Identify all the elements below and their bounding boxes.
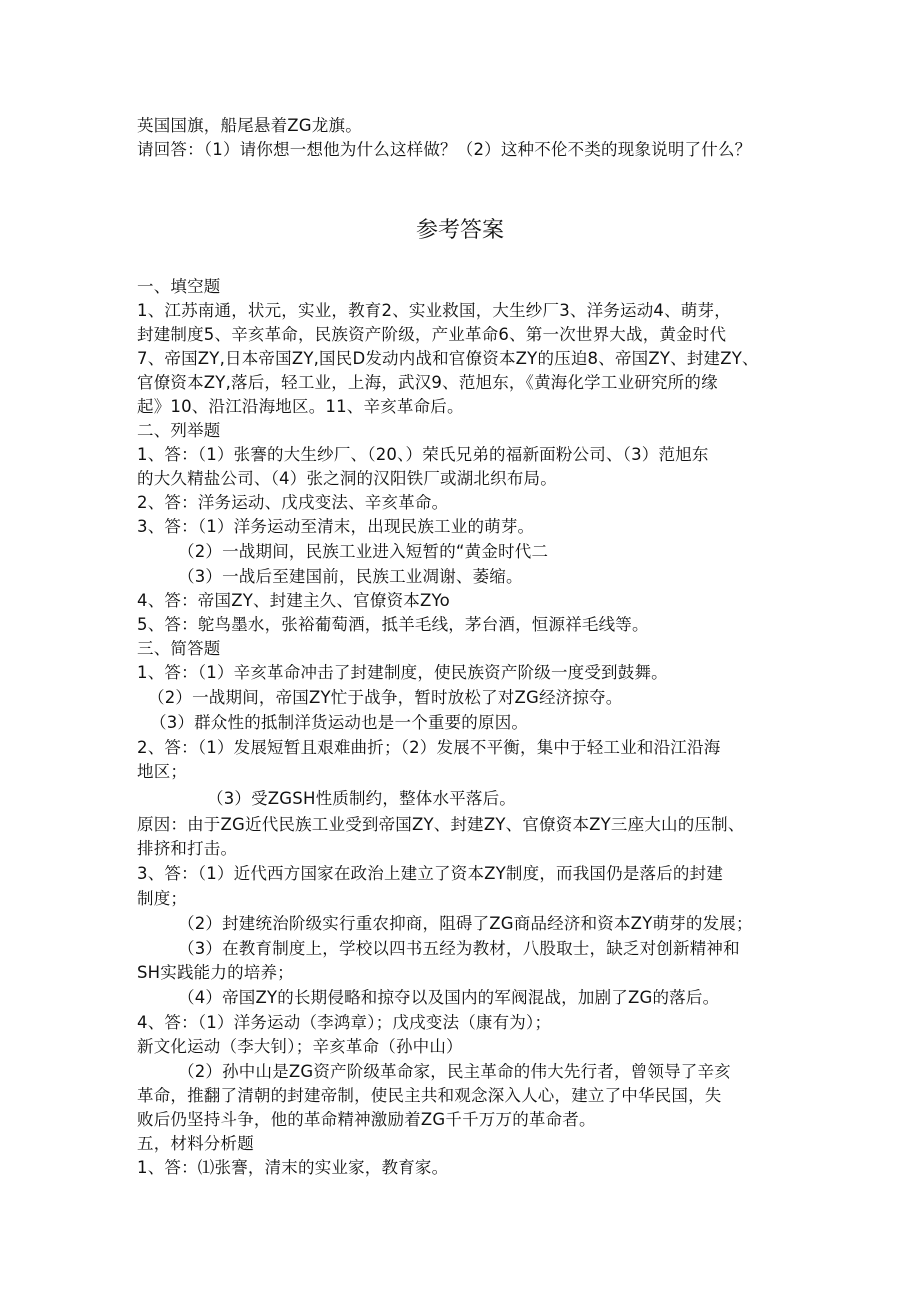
section-heading: 五，材料分析题 bbox=[137, 1134, 254, 1153]
text-line: 5、答：鸵鸟墨水，张裕葡萄酒，抵羊毛线，茅台酒，恒源祥毛线等。 bbox=[137, 615, 649, 634]
text-line: （2）孙中山是ZG资产阶级革命家，民主革命的伟大先行者，曾领导了辛亥 bbox=[178, 1062, 731, 1081]
text-line: 3、答：（1）洋务运动至清末，出现民族工业的萌芽。 bbox=[137, 517, 535, 536]
text-line: 1、江苏南通，状元，实业，教育2、实业救国，大生纱厂3、洋务运动4、萌芽， bbox=[137, 301, 731, 320]
text-line: 4、答：（1）洋务运动（李鸿章）；戊戌变法（康有为）； bbox=[137, 1013, 552, 1032]
text-line: 3、答：（1）近代西方国家在政治上建立了资本ZY制度，而我国仍是落后的封建 bbox=[137, 864, 724, 883]
text-line: （4）帝国ZY的长期侵略和掠夺以及国内的军阀混战，加剧了ZG的落后。 bbox=[178, 988, 720, 1007]
text-line: 败后仍坚持斗争，他的革命精神激励着ZG千千万万的革命者。 bbox=[137, 1110, 596, 1129]
text-line: 起》10、沿江沿海地区。11、辛亥革命后。 bbox=[137, 397, 464, 416]
text-line: 英国国旗，船尾悬着ZG龙旗。 bbox=[137, 116, 362, 135]
text-line: 排挤和打击。 bbox=[137, 839, 238, 858]
text-line: （3）在教育制度上，学校以四书五经为教材，八股取士，缺乏对创新精神和 bbox=[178, 939, 740, 958]
text-line: 1、答：（1）辛亥革命冲击了封建制度，使民族资产阶级一度受到鼓舞。 bbox=[137, 663, 668, 682]
text-line: （3）群众性的抵制洋货运动也是一个重要的原因。 bbox=[150, 713, 529, 732]
text-line: 封建制度5、辛亥革命，民族资产阶级，产业革命6、第一次世界大战，黄金时代 bbox=[137, 325, 727, 344]
text-line: 的大久精盐公司、（4）张之洞的汉阳铁厂或湖北织布局。 bbox=[137, 469, 557, 488]
text-line: （2）一战期间，民族工业进入短暂的“黄金时代二 bbox=[178, 542, 549, 561]
text-line: 请回答：（1）请你想一想他为什么这样做？（2）这种不伦不类的现象说明了什么？ bbox=[137, 140, 752, 159]
text-line: 官僚资本ZY,落后，轻工业，上海，武汉9、范旭东，《黄海化学工业研究所的缘 bbox=[137, 373, 718, 392]
text-line: SH实践能力的培养； bbox=[137, 963, 294, 982]
text-line: （2）封建统治阶级实行重农抑商，阻碍了ZG商品经济和资本ZY萌芽的发展； bbox=[178, 914, 753, 933]
section-heading: 一、填空题 bbox=[137, 277, 221, 296]
text-line: 制度； bbox=[137, 889, 188, 908]
text-line: 地区； bbox=[137, 762, 188, 781]
section-heading: 三、简答题 bbox=[137, 639, 221, 658]
section-heading: 二、列举题 bbox=[137, 421, 221, 440]
text-line: （3）一战后至建国前，民族工业凋谢、萎缩。 bbox=[178, 567, 523, 586]
text-line: 革命，推翻了清朝的封建帝制，使民主共和观念深入人心，建立了中华民国，失 bbox=[137, 1086, 722, 1105]
text-line: 1、答：⑴张謇，清末的实业家，教育家。 bbox=[137, 1158, 449, 1177]
text-line: 2、答：洋务运动、戊戌变法、辛亥革命。 bbox=[137, 493, 449, 512]
text-line: 7、帝国ZY,日本帝国ZY,国民D发动内战和官僚资本ZY的压迫8、帝国ZY、封建ZY、 bbox=[137, 349, 759, 368]
text-line: 新文化运动（李大钊）；辛亥革命（孙中山） bbox=[137, 1037, 463, 1056]
text-line: 4、答：帝国ZY、封建主久、官僚资本ZYo bbox=[137, 591, 450, 610]
text-line: 2、答：（1）发展短暂且艰难曲折；（2）发展不平衡，集中于轻工业和沿江沿海 bbox=[137, 738, 721, 757]
text-line: 1、答：（1）张謇的大生纱厂、（20、）荣氏兄弟的福新面粉公司、（3）范旭东 bbox=[137, 445, 709, 464]
text-line: 原因：由于ZG近代民族工业受到帝国ZY、封建ZY、官僚资本ZY三座大山的压制、 bbox=[137, 815, 745, 834]
text-line: （2）一战期间，帝国ZY忙于战争，暂时放松了对ZG经济掠夺。 bbox=[148, 688, 623, 707]
page-title: 参考答案 bbox=[415, 218, 504, 243]
text-line: （3）受ZGSH性质制约，整体水平落后。 bbox=[207, 789, 516, 808]
